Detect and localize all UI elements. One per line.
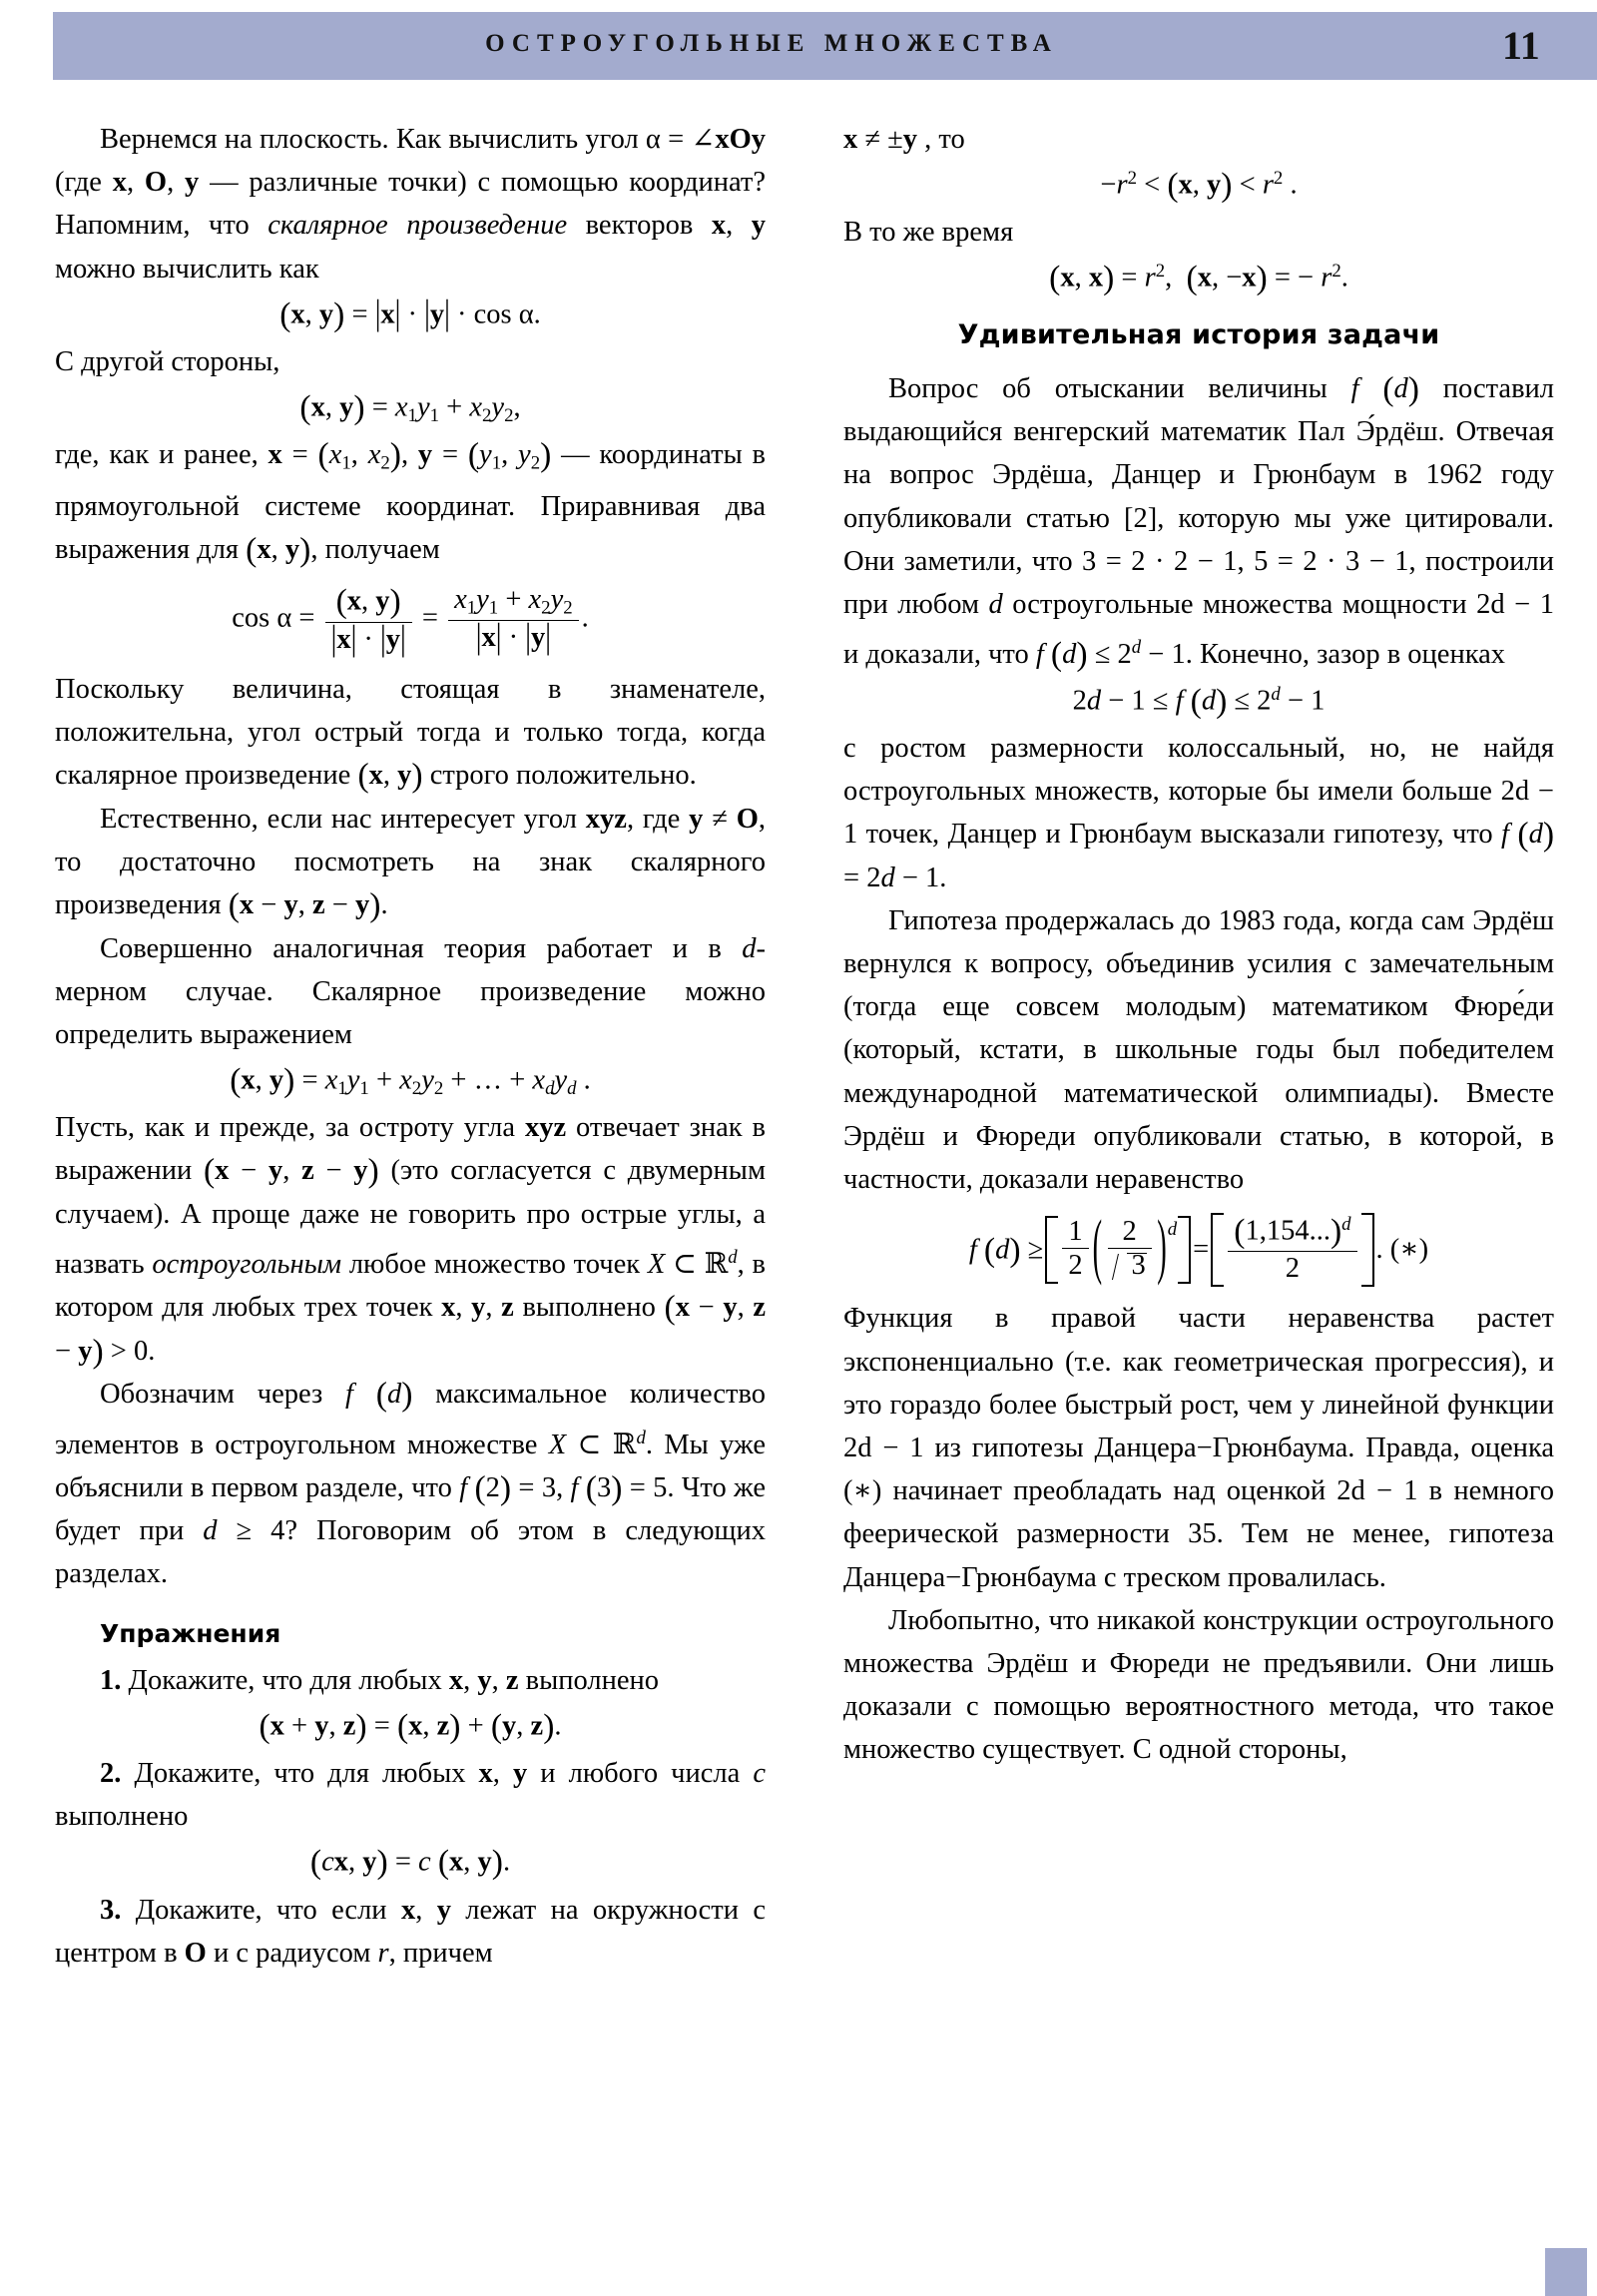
corner-marker (1545, 2248, 1587, 2296)
text-run: точек, Данцер и Грюнбаум высказали гипотезу, что (857, 818, 1493, 850)
formula-dot-cos: (x, y) = |x| · |y| · cos α. (279, 294, 541, 334)
left-column (55, 118, 766, 1975)
text-run: отвечает знак в выражении (55, 1112, 766, 1187)
math-d: d (742, 932, 757, 964)
sqrt-3: 3 (1114, 1249, 1146, 1283)
paragraph-gap-colossal: с ростом размерности колоссальный, но, не найдя остроугольных множеств, которые бы имели больше 2d − 1 точек, Данцер и Грюнбаум высказали гипотезу, что f (d) = 2d − 1. (843, 732, 1555, 893)
text-run: (где (55, 167, 113, 199)
text-run: и с радиусом (206, 1937, 378, 1969)
text-run: . Конечно, зазор в оценках (1185, 639, 1506, 670)
text-run: строго положительно. (422, 760, 697, 791)
big-paren-two-over-sqrt3 (1092, 1216, 1168, 1284)
formula-d-dim-dot: (x, y) = x1y1 + x2y2 + … + $x_dy_d$ . (230, 1062, 591, 1100)
exercise-3: 3. Докажите, что если x, y лежат на окружности с центром в O и с радиусом r, причем (55, 1894, 767, 1969)
text-run: и доказали, что (843, 639, 1036, 670)
text-run: , в котором для любых трех точек (55, 1248, 766, 1324)
text-run: ? Поговорим об этом в следующих разделах. (55, 1515, 766, 1590)
text-run: можно вычислить как (55, 253, 319, 285)
fraction-components-over-norms: $\frac{x1y1 + x2y2}{|x| \cdot |y|}$ (448, 583, 579, 654)
text-run: Докажите, что для любых (121, 1664, 449, 1696)
emphasis-scalar-product: скалярное произведение (267, 210, 568, 242)
ceiling-bracket-right-side (1211, 1213, 1373, 1287)
text-run: Естественно, если нас интересует угол (100, 803, 586, 835)
text-run: , то достаточно посмотреть на знак скалярного произведения (55, 803, 766, 920)
text-run: (это согласуется с двумерным случаем). А проще даже не говорить про острые углы, а назвать (55, 1155, 766, 1280)
text-run: поставил выдающийся венгерский математик Пал Э́рдёш. Отвечая на вопрос Эрдёша, Данцер и Грюнбаум в 1962 году опубликовали статью [2], которую мы уже цитировали. Они заметили, что (843, 372, 1555, 577)
math-O: O (144, 167, 168, 199)
paragraph-since-denominator: Поскольку величина, стоящая в знаменателе, положительна, угол острый тогда и только тогда, когда скалярное произведение (x, y) строго положительно. (55, 673, 766, 795)
text-run: , (167, 167, 186, 199)
text-run: , (1237, 545, 1255, 577)
paragraph-x-neq-pm-y: x ≠ ±y , то (843, 124, 965, 155)
text-run: , причем (388, 1937, 493, 1969)
paragraph-analogous-theory (55, 927, 766, 1057)
text-run: . (380, 888, 388, 920)
text-run: , где (626, 803, 690, 835)
text-run: В то же время (843, 217, 1014, 249)
math-xyz: xyz (585, 803, 627, 835)
text-run: Докажите, что для любых (121, 1758, 479, 1790)
paragraph-other-side (55, 340, 766, 383)
math-y: y (185, 167, 200, 199)
text-run: в немного феерической размерности 35. Тем не менее, гипотеза Данцера−Грюнбаума с треском провалилась. (843, 1475, 1554, 1593)
math-2d-1: 2d − 1 (843, 1433, 924, 1464)
math-r: r (377, 1937, 389, 1969)
text-run: , получаем (310, 533, 440, 565)
text-run: Обозначим через (100, 1379, 346, 1411)
paragraph-denote-fd: Обозначим через f (d) максимальное количество элементов в остроугольном множестве X ⊂ ℝ$^d$. Мы уже объяснили в первом разделе, что f (2) = 3, f (3) = 5. Что же будет при d ≥ 4? Поговорим об этом в следующих разделах. (55, 1376, 766, 1590)
text-run: Докажите, что если (121, 1894, 401, 1926)
math-xyz: xyz (524, 1112, 567, 1144)
emphasis-acute-angled: остроугольным (152, 1248, 342, 1280)
page-title: ОСТРОУГОЛЬНЫЕ МНОЖЕСТВА (485, 30, 1058, 57)
paragraph-erdos-question: Вопрос об отыскании величины f (d) поставил выдающийся венгерский математик Пал Э́рдёш. Отвечая на вопрос Эрдёша, Данцер и Грюнбаум в 1962 году опубликовали статью [2], которую мы уже цитировали. Они заметили, что 3 = 2 · 2 − 1, 5 = 2 · 3 − 1, построили при любом d остроугольные множества мощности 2d − 1 и доказали, что f $(d) \le 2^d - 1$. Конечно, зазор в оценках (843, 370, 1555, 674)
heading-exercises: Упражнения (100, 1618, 281, 1648)
text-run: — координаты в прямоугольной системе координат. Приравнивая два выражения для (55, 439, 766, 565)
text-run: , (556, 1471, 571, 1503)
text-run: Функция в правой части неравенства растет экспоненциально (т.е. как геометрическая прогрессия), и это гораздо более быстрый рост, чем у линейной функции (843, 1303, 1554, 1421)
text-run: , построили при любом (843, 545, 1554, 621)
page-number: 11 (1502, 23, 1540, 68)
text-run: — различные точки) с помощью координат? Напомним, что (55, 167, 767, 242)
math-x: x (112, 167, 127, 199)
text-run: Пусть, как и прежде, за остроту угла (55, 1112, 525, 1144)
text-run: . (148, 1335, 156, 1367)
formula-cos-fraction: cos α = $\frac{(x, y)}{|x| \cdot |y|}$ = $\frac{x1y1 + x2y2}{|x| \cdot |y|}$ . (232, 582, 589, 659)
text-run: С другой стороны, (55, 345, 280, 377)
text-run: . Что же будет при (55, 1471, 766, 1547)
fraction-one-half: $\frac{1}{2}$ (1062, 1215, 1088, 1283)
math-5-eq: 5 = 2 · 3 − 1 (1254, 545, 1409, 577)
math-2d-1: 2d − 1 (1476, 589, 1554, 621)
fraction-1154-over-2: $\frac{(1,154...)^d}{2}$ (1228, 1212, 1356, 1286)
fraction-dot-over-norms: $\frac{(x, y)}{|x| \cdot |y|}$ (325, 582, 412, 656)
text-run: . Мы уже объяснили в первом разделе, что (55, 1429, 766, 1503)
text-run: лежат на окружности с центром в (55, 1894, 767, 1969)
text-run: начинает преобладать над оценкой (881, 1475, 1337, 1507)
text-run: , то (924, 124, 965, 155)
exercise-number: 3. (100, 1894, 122, 1926)
text-run: векторов (567, 210, 712, 242)
text-run: , (126, 167, 145, 199)
text-run: из гипотезы Данцера−Грюнбаума. Правда, оценка (923, 1433, 1555, 1464)
formula-star-inequality: f (d) ≥ $\frac{1}{2}$ ( $\frac{2}{3}$ ) $^d$= $\frac{(1,154...)^d}{2}$ . (∗) (843, 1213, 1554, 1287)
text-run: Вопрос об отыскании величины (888, 372, 1351, 404)
paragraph-let-as-before: Пусть, как и прежде, за остроту угла xyz отвечает знак в выражении (x − y, z − y) (это согласуется с двумерным случаем). А проще даже не говорить про острые углы, а назвать остроугольным любое множество точек X ⊂ ℝ$^d$, в котором для любых трех точек x, y, z выполнено (x − y, z − y) > 0. (55, 1112, 767, 1370)
text-run: . (939, 861, 947, 893)
value-1154: 1,154... (1245, 1215, 1331, 1247)
math-3-eq: 3 = 2 · 2 − 1 (1082, 545, 1238, 577)
math-2d-1: 2d − 1 (843, 775, 1555, 850)
paragraph-function-grows (843, 1297, 1554, 1598)
paragraph-naturally-angle: Естественно, если нас интересует угол xyz, где y ≠ O, то достаточно посмотреть на знак скалярного произведения (x − y, z − y). (55, 803, 766, 924)
text-run: с ростом размерности колоссальный, но, не найдя остроугольных множеств, которые бы имели больше (843, 732, 1554, 807)
exercise-1: 1. Докажите, что для любых x, y, z выполнено (100, 1664, 659, 1696)
formula-coords: (x, y) = x1y1 + x2y2, (299, 389, 521, 427)
text-run: -мерном случае. Скалярное произведение можно определить выражением (55, 932, 766, 1050)
paragraph-curious-no-construction: Любопытно, что никакой конструкции остроугольного множества Эрдёш и Фюреди не предъявили. Они лишь доказали с помощью вероятностного метода, что такое множество существует. С одной стороны, (843, 1604, 1554, 1766)
formula-gap-bounds: 2d − 1 ≤ f $(d) \le 2^d - 1$ (1072, 682, 1326, 720)
exercise-number: 1. (100, 1664, 122, 1696)
text-run: выполнено (518, 1664, 659, 1696)
formula-ex2: (cx, y) = c (x, y). (309, 1844, 511, 1882)
ceiling-bracket-left-side: $\frac{1}{2}$ ( $\frac{2}{3}$ ) $^d$ (1045, 1216, 1191, 1284)
star-ref: (∗) (843, 1475, 882, 1507)
paragraph-where-as-before: где, как и ранее, x = (x1, x2), y = (y1, y2) — координаты в прямоугольной системе координат. Приравнивая два выражения для (x, y), получаем (55, 436, 766, 569)
text-run: и любого числа (527, 1758, 754, 1790)
math-2d-1: 2d − 1 (1336, 1475, 1418, 1507)
text-run: Поскольку величина, стоящая в знаменателе, положительна, угол острый тогда и только тогда, когда скалярное произведение (55, 673, 766, 791)
paragraph-at-same-time (843, 211, 1554, 254)
text-run: выполнено (513, 1292, 665, 1324)
formula-range: $-r^2 < (x$, $y) < r^2$ . (1100, 167, 1298, 205)
heading-amazing-history: Удивительная история задачи (957, 319, 1440, 351)
paragraph-return-to-plane: Вернемся на плоскость. Как вычислить угол α = ∠xOy (где x, O, y — различные точки) с помощью координат? Напомним, что скалярное произведение векторов x, y можно вычислить как (55, 124, 767, 285)
text-run: максимальное количество элементов в остроугольном множестве (55, 1379, 766, 1460)
formula-ex1: (x + y, z) = (x, z) + (y, z). (259, 1708, 562, 1746)
exercise-2: 2. Докажите, что для любых x, y и любого числа c выполнено (55, 1758, 766, 1833)
formula-same-value: (x, $x) = r^2$, (x, −x) = − $r^2$. (1049, 260, 1348, 297)
text-run: любое множество точек (341, 1248, 648, 1280)
fraction-two-over-sqrt3: ( $\frac{2}{3}$ (1108, 1215, 1152, 1283)
text-run: где, как и ранее, (55, 439, 268, 471)
text-run: Совершенно аналогичная теория работает и в (100, 932, 743, 964)
right-column (843, 118, 1554, 1772)
paragraph-hypothesis-until-1983: Гипотеза продержалась до 1983 года, когда сам Эрдёш вернулся к вопросу, объединив усилия с замечательным (тогда еще совсем молодым) математиком Фюре́ди (который, кстати, в школьные годы был победителем международной математической олимпиады). Вместе Эрдёш и Фюреди опубликовали статью, в которой, в частности, доказали неравенство (843, 904, 1554, 1195)
text-run: выполнено (55, 1801, 189, 1833)
star-label: (∗) (1389, 1234, 1429, 1266)
text-run: остроугольные множества мощности (1002, 589, 1477, 621)
math-O: O (184, 1937, 207, 1969)
text-run: Вернемся на плоскость. Как вычислить угол α = ∠ (100, 124, 716, 155)
exercise-number: 2. (100, 1758, 122, 1790)
math-xOy: xOy (715, 124, 766, 155)
